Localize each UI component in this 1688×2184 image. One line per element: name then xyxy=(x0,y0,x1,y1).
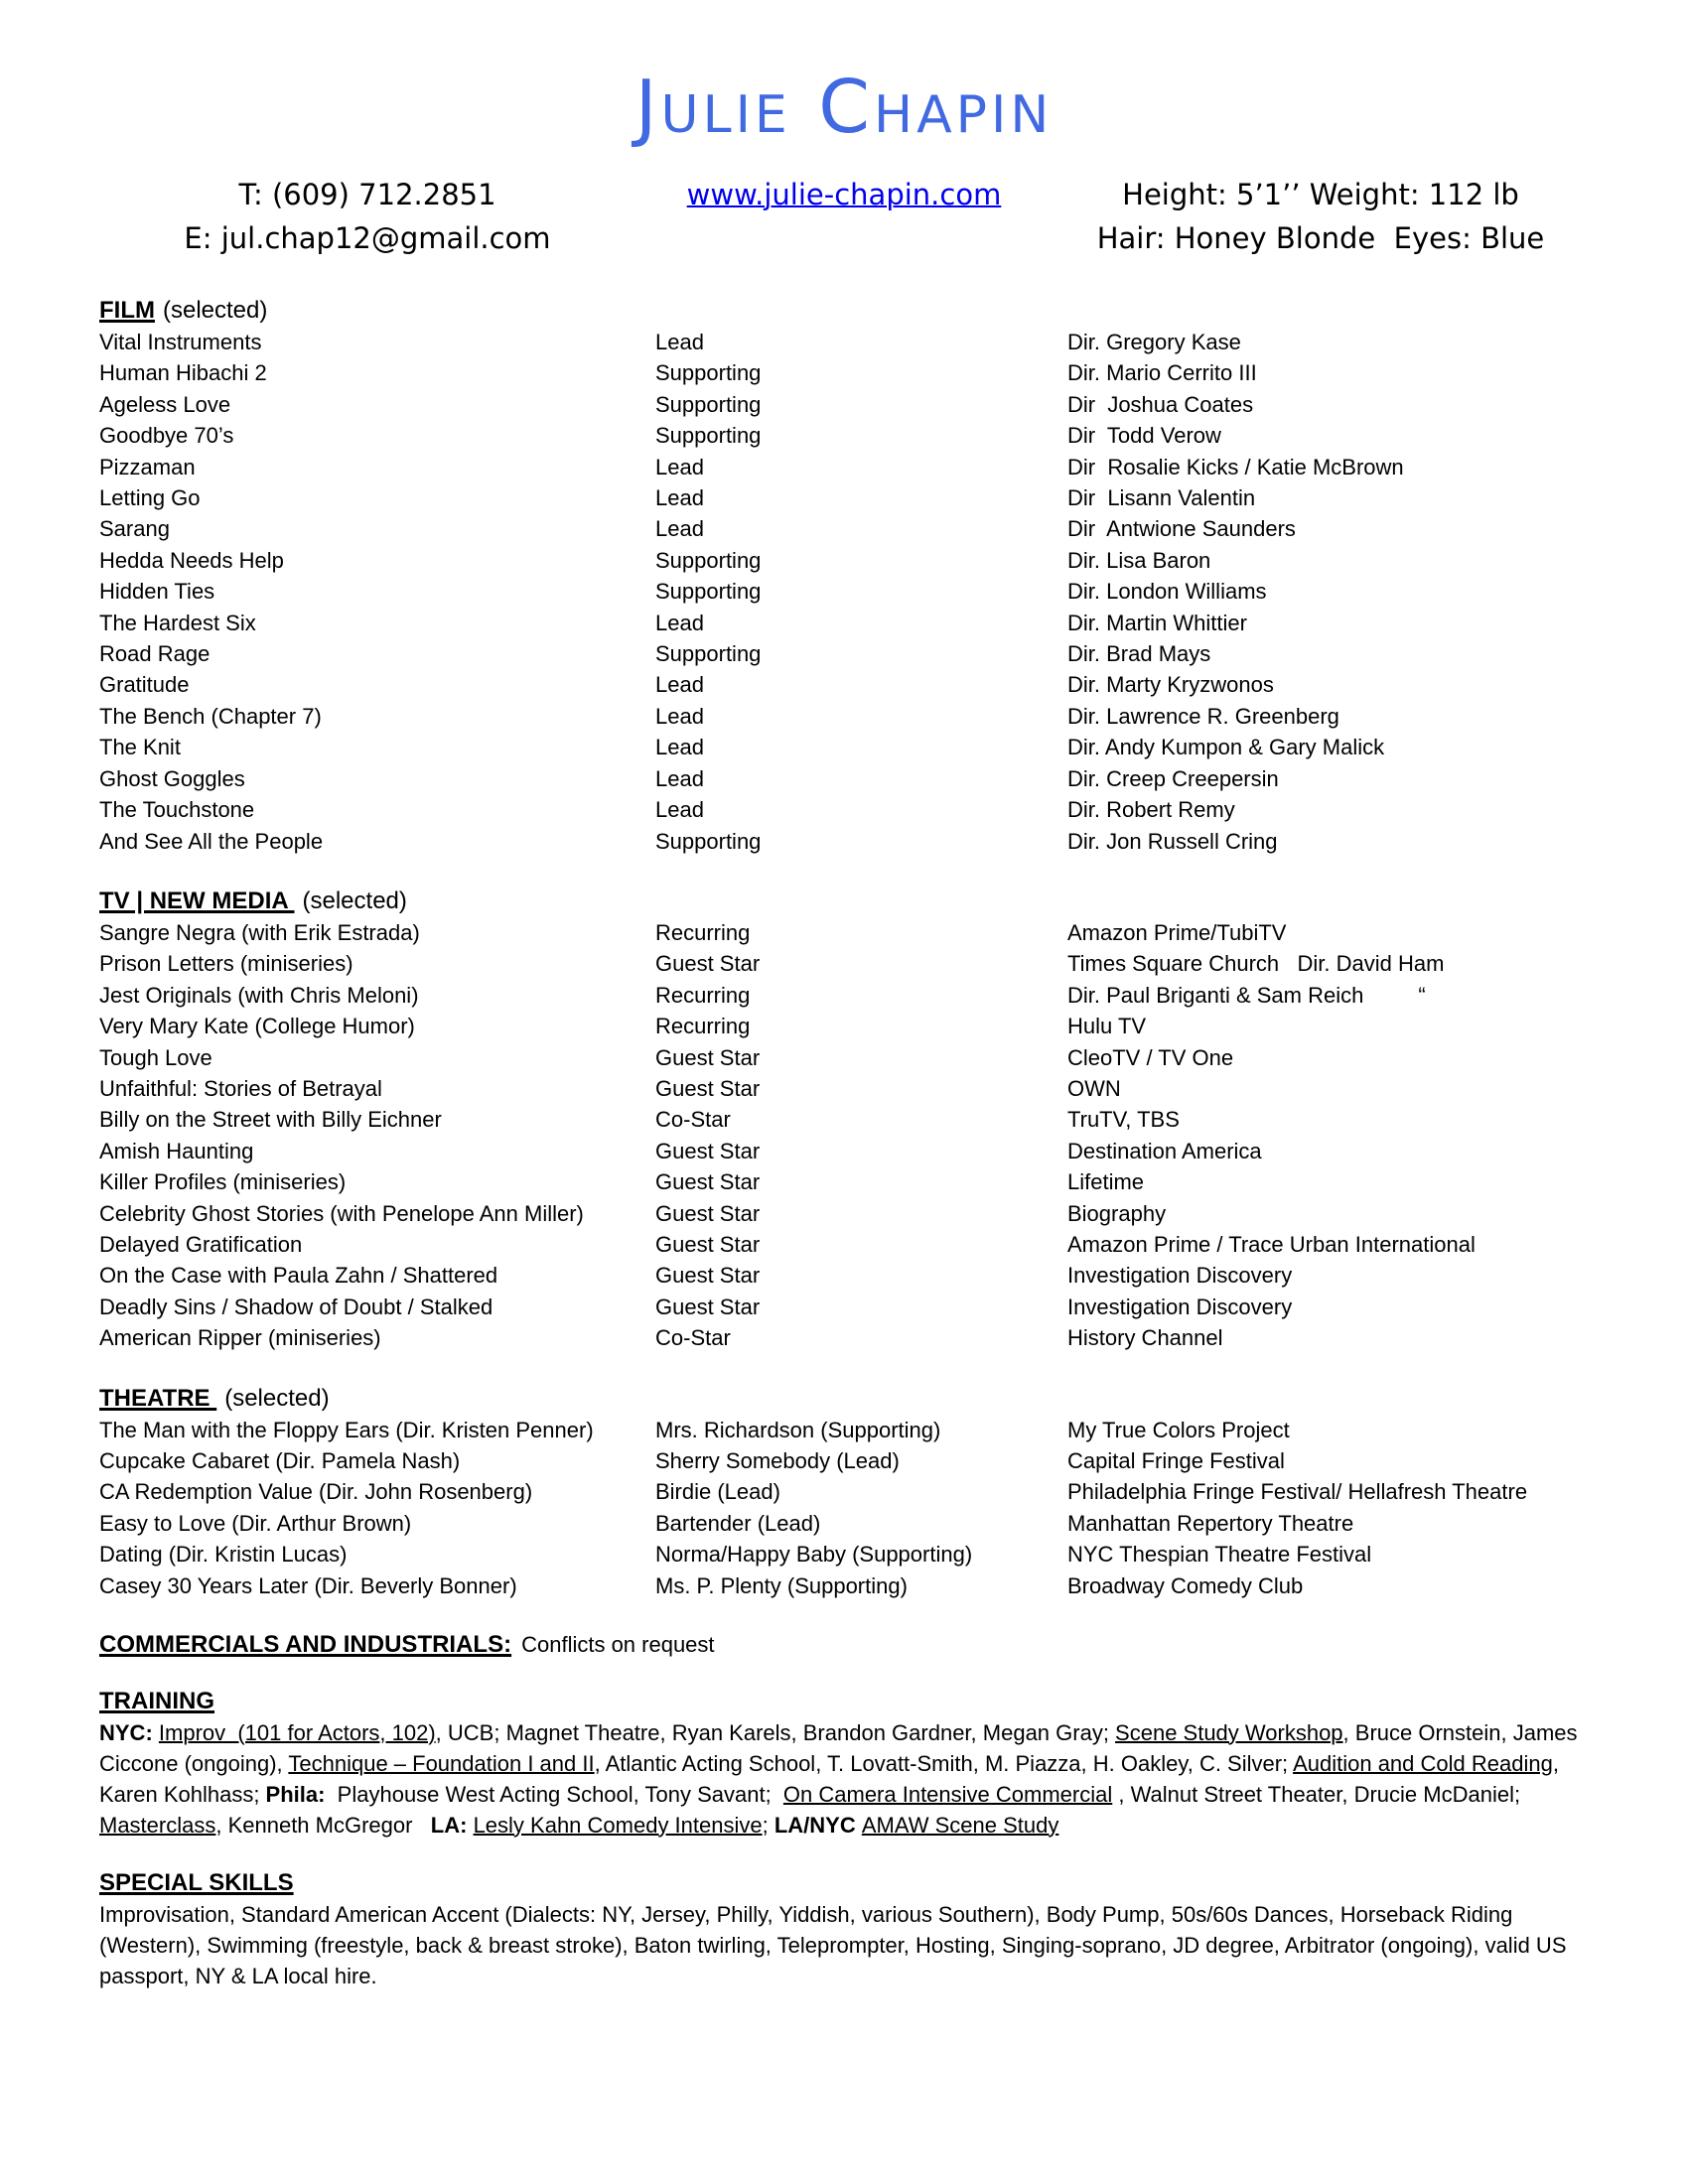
film-section xyxy=(99,294,1589,857)
tv-role-cell: Recurring xyxy=(655,982,751,1008)
tv-title-cell: Jest Originals (with Chris Meloni) xyxy=(99,982,419,1008)
film-role-cell: Supporting xyxy=(655,360,762,386)
commercials-heading: COMMERCIALS AND INDUSTRIALS: xyxy=(99,1631,512,1659)
film-title-cell: And See All the People xyxy=(99,828,324,854)
film-row xyxy=(99,669,1589,700)
tv-title-cell: Celebrity Ghost Stories (with Penelope Ann Miller) xyxy=(99,1200,584,1226)
film-role-cell: Lead xyxy=(655,672,704,698)
special-skills-paragraph: Improvisation, Standard American Accent (Dialects: NY, Jersey, Philly, Yiddish, various Southern), Body Pump, 50s/60s Dances, Horseback Riding (Western), Swimming (freestyle, back & breast stroke), Baton twirling, Teleprompter, Hosting, Singing-soprano, JD degree, Arbitrator (ongoing), valid US passport, NY & LA local hire. xyxy=(99,1902,1573,1989)
tv-row xyxy=(99,980,1589,1011)
tv-title-cell: Very Mary Kate (College Humor) xyxy=(99,1014,415,1039)
film-title-cell: The Knit xyxy=(99,735,181,760)
tv-role-cell: Guest Star xyxy=(655,1075,761,1101)
tv-row xyxy=(99,1292,1589,1322)
contact-email: E: jul.chap12@gmail.com xyxy=(184,221,551,255)
film-role-cell: Supporting xyxy=(655,579,762,605)
training-title: TRAINING xyxy=(99,1688,214,1715)
film-title-cell: The Hardest Six xyxy=(99,610,256,635)
film-role-cell: Supporting xyxy=(655,828,762,854)
film-director-cell: Dir. Andy Kumpon & Gary Malick xyxy=(1067,735,1385,760)
film-row xyxy=(99,389,1589,420)
tv-title-cell: Billy on the Street with Billy Eichner xyxy=(99,1107,442,1133)
tv-table xyxy=(99,917,1589,1354)
tv-title-cell: Sangre Negra (with Erik Estrada) xyxy=(99,919,420,945)
tv-row xyxy=(99,1260,1589,1291)
contact-block xyxy=(99,173,1589,260)
film-title-cell: Human Hibachi 2 xyxy=(99,360,267,386)
contact-phone: T: (609) 712.2851 xyxy=(238,178,496,211)
theatre-show-cell: The Man with the Floppy Ears (Dir. Kristen Penner) xyxy=(99,1417,594,1442)
theatre-role-cell: Mrs. Richardson (Supporting) xyxy=(655,1417,941,1442)
tv-row xyxy=(99,1322,1589,1353)
film-title-cell: The Touchstone xyxy=(99,797,255,823)
actor-name: Julie Chapin xyxy=(634,65,1054,150)
tv-network-cell: CleoTV / TV One xyxy=(1067,1044,1234,1070)
theatre-section-suffix: (selected) xyxy=(224,1384,330,1412)
film-director-cell: Dir. Lisa Baron xyxy=(1067,547,1211,573)
film-director-cell: Dir. Brad Mays xyxy=(1067,641,1211,667)
theatre-row xyxy=(99,1476,1589,1507)
theatre-venue-cell: Broadway Comedy Club xyxy=(1067,1572,1304,1598)
tv-section-title: TV | NEW MEDIA xyxy=(99,887,295,914)
tv-role-cell: Guest Star xyxy=(655,1044,761,1070)
tv-title-cell: American Ripper (miniseries) xyxy=(99,1325,381,1351)
tv-network-cell: History Channel xyxy=(1067,1325,1223,1351)
film-title-cell: Vital Instruments xyxy=(99,330,262,354)
tv-title-cell: On the Case with Paula Zahn / Shattered xyxy=(99,1263,498,1289)
theatre-venue-cell: Manhattan Repertory Theatre xyxy=(1067,1510,1354,1536)
theatre-venue-cell: My True Colors Project xyxy=(1067,1417,1290,1442)
theatre-row xyxy=(99,1539,1589,1570)
film-role-cell: Lead xyxy=(655,765,704,791)
theatre-row xyxy=(99,1415,1589,1445)
film-role-cell: Supporting xyxy=(655,423,762,449)
special-skills-heading xyxy=(99,1866,1589,1899)
tv-row xyxy=(99,1104,1589,1135)
film-director-cell: Dir Rosalie Kicks / Katie McBrown xyxy=(1067,454,1404,479)
film-row xyxy=(99,327,1589,357)
theatre-row xyxy=(99,1445,1589,1476)
film-section-title: FILM xyxy=(99,297,155,324)
tv-role-cell: Guest Star xyxy=(655,1231,761,1257)
film-title-cell: Letting Go xyxy=(99,485,201,511)
tv-role-cell: Guest Star xyxy=(655,951,761,977)
film-row xyxy=(99,513,1589,544)
website-link-wrap xyxy=(635,173,1053,216)
film-row xyxy=(99,732,1589,762)
tv-network-cell: Amazon Prime/TubiTV xyxy=(1067,919,1287,945)
film-title-cell: Pizzaman xyxy=(99,454,196,479)
film-section-heading xyxy=(99,294,1589,327)
film-row xyxy=(99,701,1589,732)
theatre-role-cell: Bartender (Lead) xyxy=(655,1510,821,1536)
tv-title-cell: Deadly Sins / Shadow of Doubt / Stalked xyxy=(99,1294,493,1319)
film-director-cell: Dir. Gregory Kase xyxy=(1067,330,1241,354)
film-title-cell: Road Rage xyxy=(99,641,211,667)
training-heading xyxy=(99,1685,1589,1717)
film-role-cell: Lead xyxy=(655,454,704,479)
tv-row xyxy=(99,917,1589,948)
tv-row xyxy=(99,1011,1589,1041)
special-skills-title: SPECIAL SKILLS xyxy=(99,1869,294,1897)
film-title-cell: Gratitude xyxy=(99,672,190,698)
film-row xyxy=(99,420,1589,451)
film-director-cell: Dir. Jon Russell Cring xyxy=(1067,828,1278,854)
theatre-venue-cell: NYC Thespian Theatre Festival xyxy=(1067,1542,1372,1568)
film-director-cell: Dir Antwione Saunders xyxy=(1067,516,1296,542)
film-director-cell: Dir Joshua Coates xyxy=(1067,391,1254,417)
film-director-cell: Dir. Creep Creepersin xyxy=(1067,765,1279,791)
tv-role-cell: Guest Star xyxy=(655,1169,761,1195)
tv-row xyxy=(99,1166,1589,1197)
tv-role-cell: Co-Star xyxy=(655,1107,731,1133)
theatre-row xyxy=(99,1570,1589,1601)
tv-network-cell: OWN xyxy=(1067,1075,1121,1101)
tv-network-cell: TruTV, TBS xyxy=(1067,1107,1180,1133)
theatre-section-title: THEATRE xyxy=(99,1384,217,1412)
stats-hair-eyes: Hair: Honey Blonde Eyes: Blue xyxy=(1096,221,1545,255)
film-row xyxy=(99,545,1589,576)
film-title-cell: Hidden Ties xyxy=(99,579,215,605)
film-role-cell: Lead xyxy=(655,330,704,354)
tv-row xyxy=(99,1198,1589,1229)
film-row xyxy=(99,482,1589,513)
tv-title-cell: Killer Profiles (miniseries) xyxy=(99,1169,347,1195)
tv-network-cell: Hulu TV xyxy=(1067,1014,1147,1039)
film-row xyxy=(99,576,1589,607)
tv-role-cell: Recurring xyxy=(655,1014,751,1039)
film-table xyxy=(99,327,1589,857)
commercials-section xyxy=(99,1631,1589,1659)
film-title-cell: Ghost Goggles xyxy=(99,765,245,791)
tv-title-cell: Tough Love xyxy=(99,1044,212,1070)
film-row xyxy=(99,452,1589,482)
film-row xyxy=(99,608,1589,638)
film-role-cell: Supporting xyxy=(655,547,762,573)
training-paragraph: NYC: Improv (101 for Actors, 102), UCB; Magnet Theatre, Ryan Karels, Brandon Gardner, Megan Gray; Scene Study Workshop, Bruce Ornstein, James Ciccone (ongoing), Technique – Foundation I and II, Atlantic Acting School, T. Lovatt-Smith, M. Piazza, H. Oakley, C. Silver; Audition and Cold Reading, Karen Kohlhass; Phila: Playhouse West Acting School, Tony Savant; On Camera Intensive Commercial , Walnut Street Theater, Drucie McDaniel; Masterclass, Kenneth McGregor LA: Lesly Kahn Comedy Intensive; LA/NYC AMAW Scene Study xyxy=(99,1720,1584,1839)
film-role-cell: Supporting xyxy=(655,641,762,667)
tv-row xyxy=(99,1229,1589,1260)
film-title-cell: Goodbye 70’s xyxy=(99,423,234,449)
film-title-cell: Sarang xyxy=(99,516,170,542)
film-row xyxy=(99,763,1589,794)
film-director-cell: Dir Lisann Valentin xyxy=(1067,485,1256,511)
tv-role-cell: Guest Star xyxy=(655,1200,761,1226)
tv-network-cell: Lifetime xyxy=(1067,1169,1145,1195)
film-row xyxy=(99,638,1589,669)
tv-row xyxy=(99,948,1589,979)
film-director-cell: Dir. Martin Whittier xyxy=(1067,610,1247,635)
theatre-show-cell: Easy to Love (Dir. Arthur Brown) xyxy=(99,1510,412,1536)
tv-section-heading xyxy=(99,885,1589,917)
film-director-cell: Dir Todd Verow xyxy=(1067,423,1221,449)
tv-role-cell: Guest Star xyxy=(655,1263,761,1289)
film-director-cell: Dir. Mario Cerrito III xyxy=(1067,360,1257,386)
tv-network-cell: Investigation Discovery xyxy=(1067,1263,1293,1289)
tv-section xyxy=(99,885,1589,1354)
tv-network-cell: Times Square Church Dir. David Ham xyxy=(1067,951,1445,977)
tv-row xyxy=(99,1136,1589,1166)
tv-role-cell: Guest Star xyxy=(655,1138,761,1163)
film-director-cell: Dir. Lawrence R. Greenberg xyxy=(1067,703,1339,729)
theatre-show-cell: Dating (Dir. Kristin Lucas) xyxy=(99,1542,348,1568)
film-director-cell: Dir. London Williams xyxy=(1067,579,1267,605)
theatre-role-cell: Sherry Somebody (Lead) xyxy=(655,1448,900,1473)
contact-spacer xyxy=(635,216,1053,260)
tv-network-cell: Destination America xyxy=(1067,1138,1262,1163)
film-role-cell: Lead xyxy=(655,485,704,511)
stats-height-weight: Height: 5’1’’ Weight: 112 lb xyxy=(1122,178,1519,211)
tv-row xyxy=(99,1042,1589,1073)
film-row xyxy=(99,357,1589,388)
film-row xyxy=(99,826,1589,857)
film-role-cell: Lead xyxy=(655,516,704,542)
film-role-cell: Lead xyxy=(655,735,704,760)
film-director-cell: Dir. Robert Remy xyxy=(1067,797,1235,823)
theatre-role-cell: Birdie (Lead) xyxy=(655,1479,780,1505)
commercials-text: Conflicts on request xyxy=(521,1632,715,1658)
tv-role-cell: Guest Star xyxy=(655,1294,761,1319)
tv-row xyxy=(99,1073,1589,1104)
website-link[interactable]: www.julie-chapin.com xyxy=(686,178,1002,211)
theatre-role-cell: Norma/Happy Baby (Supporting) xyxy=(655,1542,973,1568)
theatre-section xyxy=(99,1382,1589,1601)
tv-title-cell: Prison Letters (miniseries) xyxy=(99,951,353,977)
theatre-venue-cell: Philadelphia Fringe Festival/ Hellafresh Theatre xyxy=(1067,1479,1528,1505)
tv-network-cell: Biography xyxy=(1067,1200,1167,1226)
film-title-cell: The Bench (Chapter 7) xyxy=(99,703,322,729)
training-section xyxy=(99,1685,1589,1841)
tv-section-suffix: (selected) xyxy=(302,887,407,914)
film-title-cell: Hedda Needs Help xyxy=(99,547,284,573)
film-role-cell: Lead xyxy=(655,797,704,823)
tv-title-cell: Delayed Gratification xyxy=(99,1231,303,1257)
theatre-show-cell: CA Redemption Value (Dir. John Rosenberg) xyxy=(99,1479,533,1505)
theatre-table xyxy=(99,1415,1589,1601)
theatre-row xyxy=(99,1508,1589,1539)
film-section-suffix: (selected) xyxy=(162,297,268,324)
film-role-cell: Supporting xyxy=(655,391,762,417)
tv-title-cell: Unfaithful: Stories of Betrayal xyxy=(99,1075,382,1101)
theatre-show-cell: Cupcake Cabaret (Dir. Pamela Nash) xyxy=(99,1448,461,1473)
theatre-section-heading xyxy=(99,1382,1589,1415)
film-title-cell: Ageless Love xyxy=(99,391,231,417)
film-role-cell: Lead xyxy=(655,610,704,635)
tv-network-cell: Dir. Paul Briganti & Sam Reich “ xyxy=(1067,982,1426,1008)
tv-network-cell: Amazon Prime / Trace Urban International xyxy=(1067,1231,1476,1257)
film-director-cell: Dir. Marty Kryzwonos xyxy=(1067,672,1274,698)
special-skills-section xyxy=(99,1866,1589,1991)
film-row xyxy=(99,794,1589,825)
film-role-cell: Lead xyxy=(655,703,704,729)
theatre-role-cell: Ms. P. Plenty (Supporting) xyxy=(655,1572,908,1598)
tv-network-cell: Investigation Discovery xyxy=(1067,1294,1293,1319)
tv-title-cell: Amish Haunting xyxy=(99,1138,254,1163)
theatre-venue-cell: Capital Fringe Festival xyxy=(1067,1448,1285,1473)
theatre-show-cell: Casey 30 Years Later (Dir. Beverly Bonner) xyxy=(99,1572,517,1598)
tv-role-cell: Recurring xyxy=(655,919,751,945)
tv-role-cell: Co-Star xyxy=(655,1325,731,1351)
